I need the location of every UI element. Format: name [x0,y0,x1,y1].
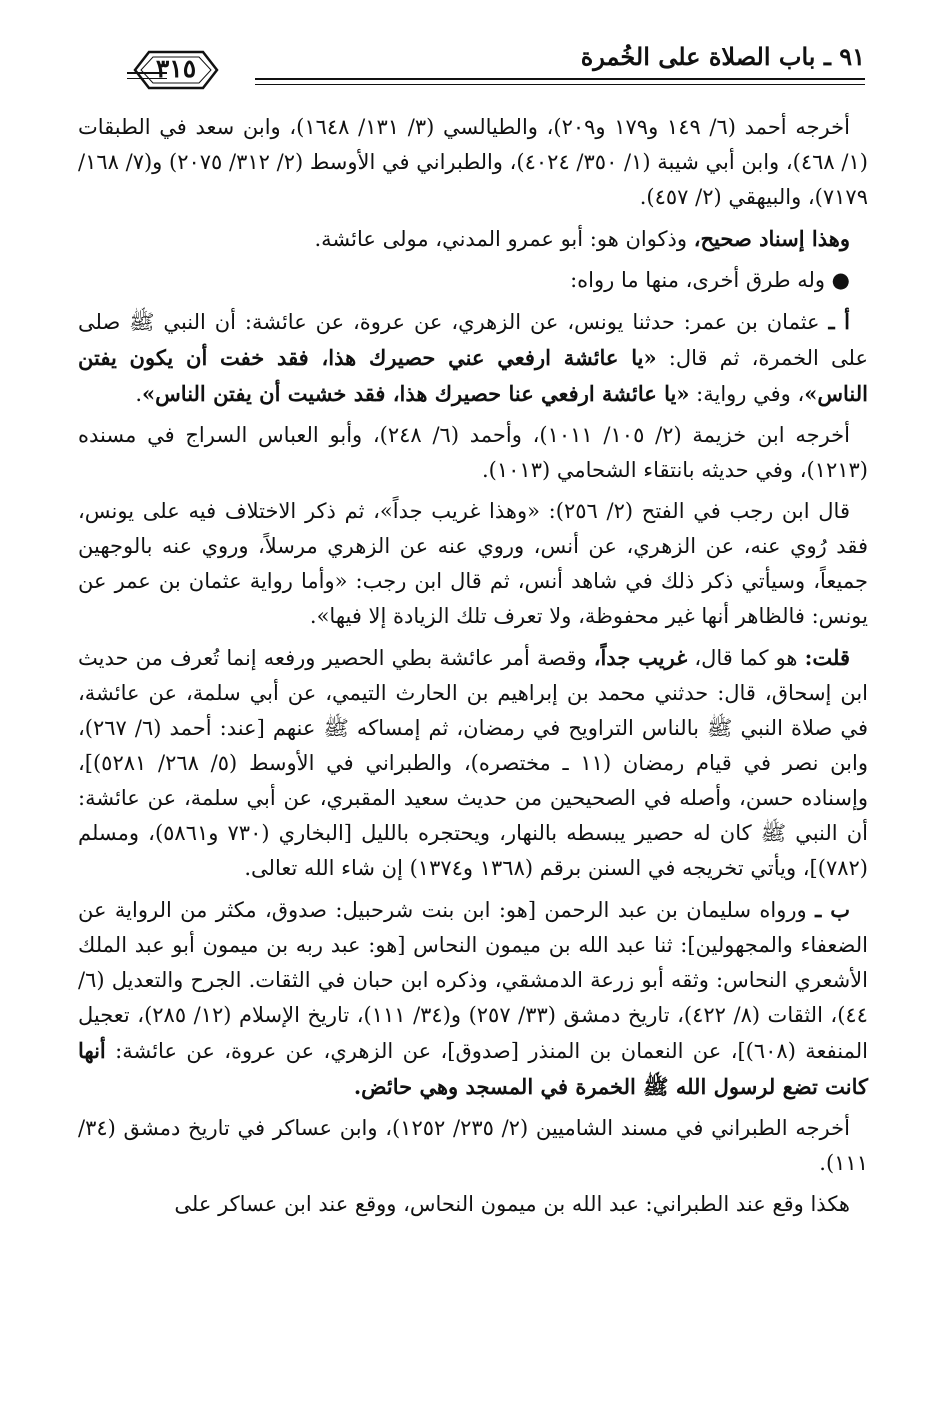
text-run: هو كما قال، [687,646,805,670]
bold-text: قلت: [804,645,850,670]
page-number-badge [127,46,225,94]
bold-text: ب ـ [815,897,851,922]
paragraph [78,640,868,886]
bold-text: «يا عائشة ارفعي عنا حصيرك هذا، فقد خشيت أن يفتن الناس» [142,381,690,406]
text-run: ● وله طرق أخرى، منها ما رواه: [570,268,850,292]
text-run: أخرجه الطبراني في مسند الشاميين (٢/ ٢٣٥/ ١٢٥٢)، وابن عساكر في تاريخ دمشق (٣٤/ ١١١). [78,1116,868,1175]
header-rule [255,78,865,80]
text-run: هكذا وقع عند الطبراني: عبد الله بن ميمون النحاس، ووقع عند ابن عساكر على [174,1192,850,1216]
page-number: ٣١٥ [155,54,197,83]
paragraph [78,1187,868,1222]
text-run: وذكوان هو: أبو عمرو المدني، مولى عائشة. [314,227,694,251]
chapter-title: ٩١ ـ باب الصلاة على الخُمرة [580,42,865,71]
bold-text: غريب جداً، [593,645,688,670]
paragraph [78,418,868,488]
text-run: أخرجه ابن خزيمة (٢/ ١٠٥/ ١٠١١)، وأحمد (٦/ ٢٤٨)، وأبو العباس السراج في مسنده (١٢١٣)، وفي حديثه بانتقاء الشحامي (١٠١٣). [78,423,868,482]
bold-text: «يا عائشة ارفعي عني حصيرك هذا، فقد خفت أن يكون يفتن الناس» [78,345,868,406]
paragraph [78,1111,868,1181]
text-run: وقصة أمر عائشة بطي الحصير ورفعه إنما تُعرف من حديث ابن إسحاق، قال: حدثني محمد بن إبراهيم بن الحارث التيمي، عن أبي سلمة، عن عائشة، في صلاة النبي ﷺ بالناس التراويح في رمضان، ثم إمساكه ﷺ عنهم [عند: أحمد (٦/ ٢٦٧)، وابن نصر في قيام رمضان (١١ ـ مختصره)، والطبراني في الأوسط (٥/ ٢٦٨/ ٥٢٨١)]، وإسناده حسن، وأصله في الصحيحين من حديث سعيد المقبري، عن أبي سلمة، عن عائشة: أن النبي ﷺ كان له حصير يبسطه بالنهار، ويحتجره بالليل [البخاري (٧٣٠ و٥٨٦١)، ومسلم (٧٨٢)]، ويأتي تخريجه في السنن برقم (١٣٦٨ و١٣٧٤) إن شاء الله تعالى. [78,646,868,880]
text-run: ، وفي رواية: [689,382,805,406]
text-run: . [135,382,143,406]
running-header [85,38,865,98]
paragraph [78,494,868,634]
paragraph [78,110,868,215]
text-run: عثمان بن عمر: حدثنا يونس، عن الزهري، عن عروة، عن عائشة: أن النبي ﷺ صلى على الخمرة، ثم قال: [78,310,868,370]
paragraph [78,304,868,412]
header-rule-thin [255,84,865,85]
bold-text: أ ـ [828,309,850,334]
bold-text: أنها كانت تضع لرسول الله ﷺ الخمرة في المسجد وهي حائض. [78,1038,868,1099]
text-run: أخرجه أحمد (٦/ ١٤٩ و١٧٩ و٢٠٩)، والطيالسي (٣/ ١٣١/ ١٦٤٨)، وابن سعد في الطبقات (١/ ٤٦٨)، وابن أبي شيبة (١/ ٣٥٠/ ٤٠٢٤)، والطبراني في الأوسط (٢/ ٣١٢/ ٢٠٧٥) و(٧/ ١٦٨/ ٧١٧٩)، والبيهقي (٢/ ٤٥٧). [78,115,868,209]
paragraph [78,892,868,1105]
page-body [78,110,868,1228]
paragraph [78,263,868,298]
text-run: ورواه سليمان بن عبد الرحمن [هو: ابن بنت شرحبيل: صدوق، مكثر من الرواية عن الضعفاء والمجهولين]: ثنا عبد الله بن ميمون النحاس [هو: عبد ربه بن ميمون أبو عبد الملك الأشعري النحاس: وثقه أبو زرعة الدمشقي، وذكره ابن حبان في الثقات. الجرح والتعديل (٦/ ٤٤)، الثقات (٨/ ٤٢٢)، تاريخ دمشق (٣٣/ ٢٥٧) و(٣٤/ ١١١)، تاريخ الإسلام (١٢/ ٢٨٥)، تعجيل المنفعة (٦٠٨)]، عن النعمان بن المنذر [صدوق]، عن الزهري، عن عروة، عن عائشة: [78,898,868,1063]
bold-text: وهذا إسناد صحيح، [693,226,850,251]
text-run: قال ابن رجب في الفتح (٢/ ٢٥٦): «وهذا غريب جداً»، ثم ذكر الاختلاف فيه على يونس، فقد رُوي عنه، عن الزهري، عن أنس، وروي عنه عن الزهري مرسلاً، وروي عنه بالوجهين جميعاً، وسيأتي ذكر ذلك في شاهد أنس، ثم قال ابن رجب: «وأما رواية عثمان بن عمر عن يونس: فالظاهر أنها غير محفوظة، ولا تعرف تلك الزيادة إلا فيها». [78,499,868,628]
paragraph [78,221,868,257]
